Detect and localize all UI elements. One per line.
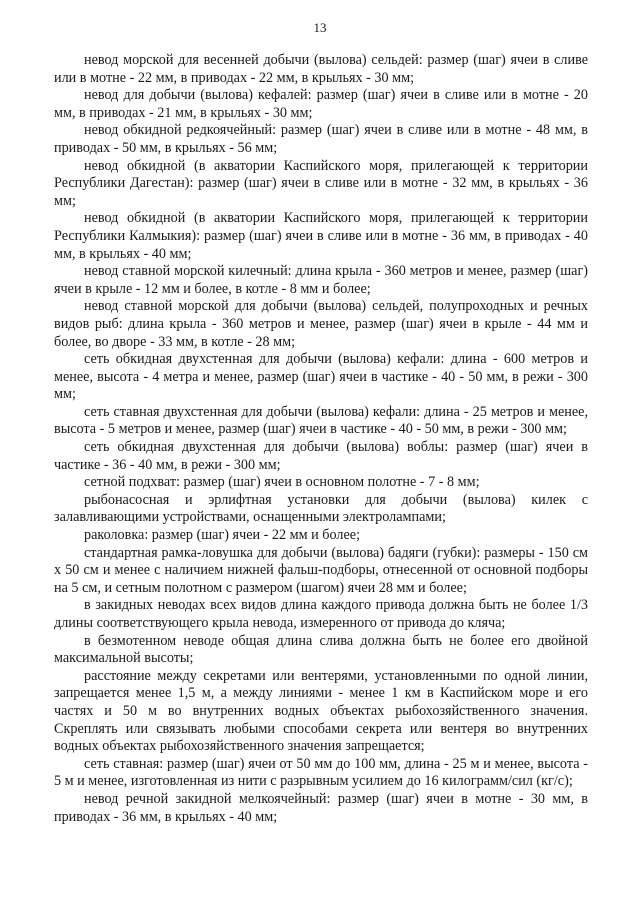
paragraph: в закидных неводах всех видов длина каждого привода должна быть не более 1/3 длины соответствующего крыла невода, измеренного от привода до кляча; (54, 597, 588, 631)
paragraph: невод речной закидной мелкоячейный: размер (шаг) ячеи в мотне - 30 мм, в приводах - 36 мм, в крыльях - 40 мм; (54, 790, 588, 825)
paragraph: невод морской для весенней добычи (вылова) сельдей: размер (шаг) ячеи в сливе или в мотне - 22 мм, в приводах - 22 мм, в крыльях - 30 мм; (54, 52, 588, 86)
paragraph: рыбонасосная и эрлифтная установки для добычи (вылова) килек с залавливающими устройствами, оснащенными электролампами; (54, 491, 588, 526)
paragraph: в безмотенном неводе общая длина слива должна быть не более его двойной максимальной высоты; (54, 632, 588, 667)
paragraph: расстояние между секретами или вентерями, установленными по одной линии, запрещается менее 1,5 м, а между линиями - менее 1 км в Каспийском море и его частях и 50 м во внутренних водных объектах рыбохозяйственного значения. Скреплять или связывать любыми способами секрета или вентеря во внутренних водных объектах рыбохозяйственного значения запрещается; (54, 667, 588, 755)
paragraph: невод обкидной редкоячейный: размер (шаг) ячеи в сливе или в мотне - 48 мм, в приводах - 50 мм, в крыльях - 56 мм; (54, 122, 588, 156)
paragraph: невод ставной морской для добычи (вылова) сельдей, полупроходных и речных видов рыб: длина крыла - 360 метров и менее, размер (шаг) ячеи в крыле - 44 мм и более, во дворе - 33 мм, в котле - 28 мм; (54, 298, 588, 350)
paragraph: сеть ставная: размер (шаг) ячеи от 50 мм до 100 мм, длина - 25 м и менее, высота - 5 м и менее, изготовленная из нити с разрывным усилием до 16 килограмм/сил (кг/с); (54, 755, 588, 790)
paragraph: невод ставной морской килечный: длина крыла - 360 метров и менее, размер (шаг) ячеи в крыле - 12 мм и более, в котле - 8 мм и более; (54, 263, 588, 297)
paragraph: сеть обкидная двухстенная для добычи (вылова) кефали: длина - 600 метров и менее, высота - 4 метра и менее, размер (шаг) ячеи в частике - 40 - 50 мм, в режи - 300 мм; (54, 351, 588, 403)
paragraph: сеть ставная двухстенная для добычи (вылова) кефали: длина - 25 метров и менее, высота - 5 метров и менее, размер (шаг) ячеи в частике - 40 - 50 мм, в режи - 300 мм; (54, 403, 588, 438)
paragraph: стандартная рамка-ловушка для добычи (вылова) бадяги (губки): размеры - 150 см х 50 см и менее с наличием нижней фальш-подборы, отнесенной от основной подборы на 5 см, и сетным полотном с размером (шагом) ячеи 28 мм и более; (54, 544, 588, 596)
document-body (54, 52, 588, 826)
paragraph: сетной подхват: размер (шаг) ячеи в основном полотне - 7 - 8 мм; (84, 474, 480, 491)
paragraph: раколовка: размер (шаг) ячеи - 22 мм и более; (84, 527, 361, 544)
page-number: 13 (313, 20, 327, 35)
paragraph: невод обкидной (в акватории Каспийского моря, прилегающей к территории Республики Дагестан): размер (шаг) ячеи в сливе или в мотне - 32 мм, в крыльях - 36 мм; (54, 157, 588, 209)
paragraph: невод обкидной (в акватории Каспийского моря, прилегающей к территории Республики Калмыкия): размер (шаг) ячеи в сливе или в мотне - 36 мм, в приводах - 40 мм, в крыльях - 40 мм; (54, 210, 588, 262)
paragraph: сеть обкидная двухстенная для добычи (вылова) воблы: размер (шаг) ячеи в частике - 36 - 40 мм, в режи - 300 мм; (54, 439, 588, 473)
paragraph: невод для добычи (вылова) кефалей: размер (шаг) ячеи в сливе или в мотне - 20 мм, в приводах - 21 мм, в крыльях - 30 мм; (54, 87, 588, 121)
